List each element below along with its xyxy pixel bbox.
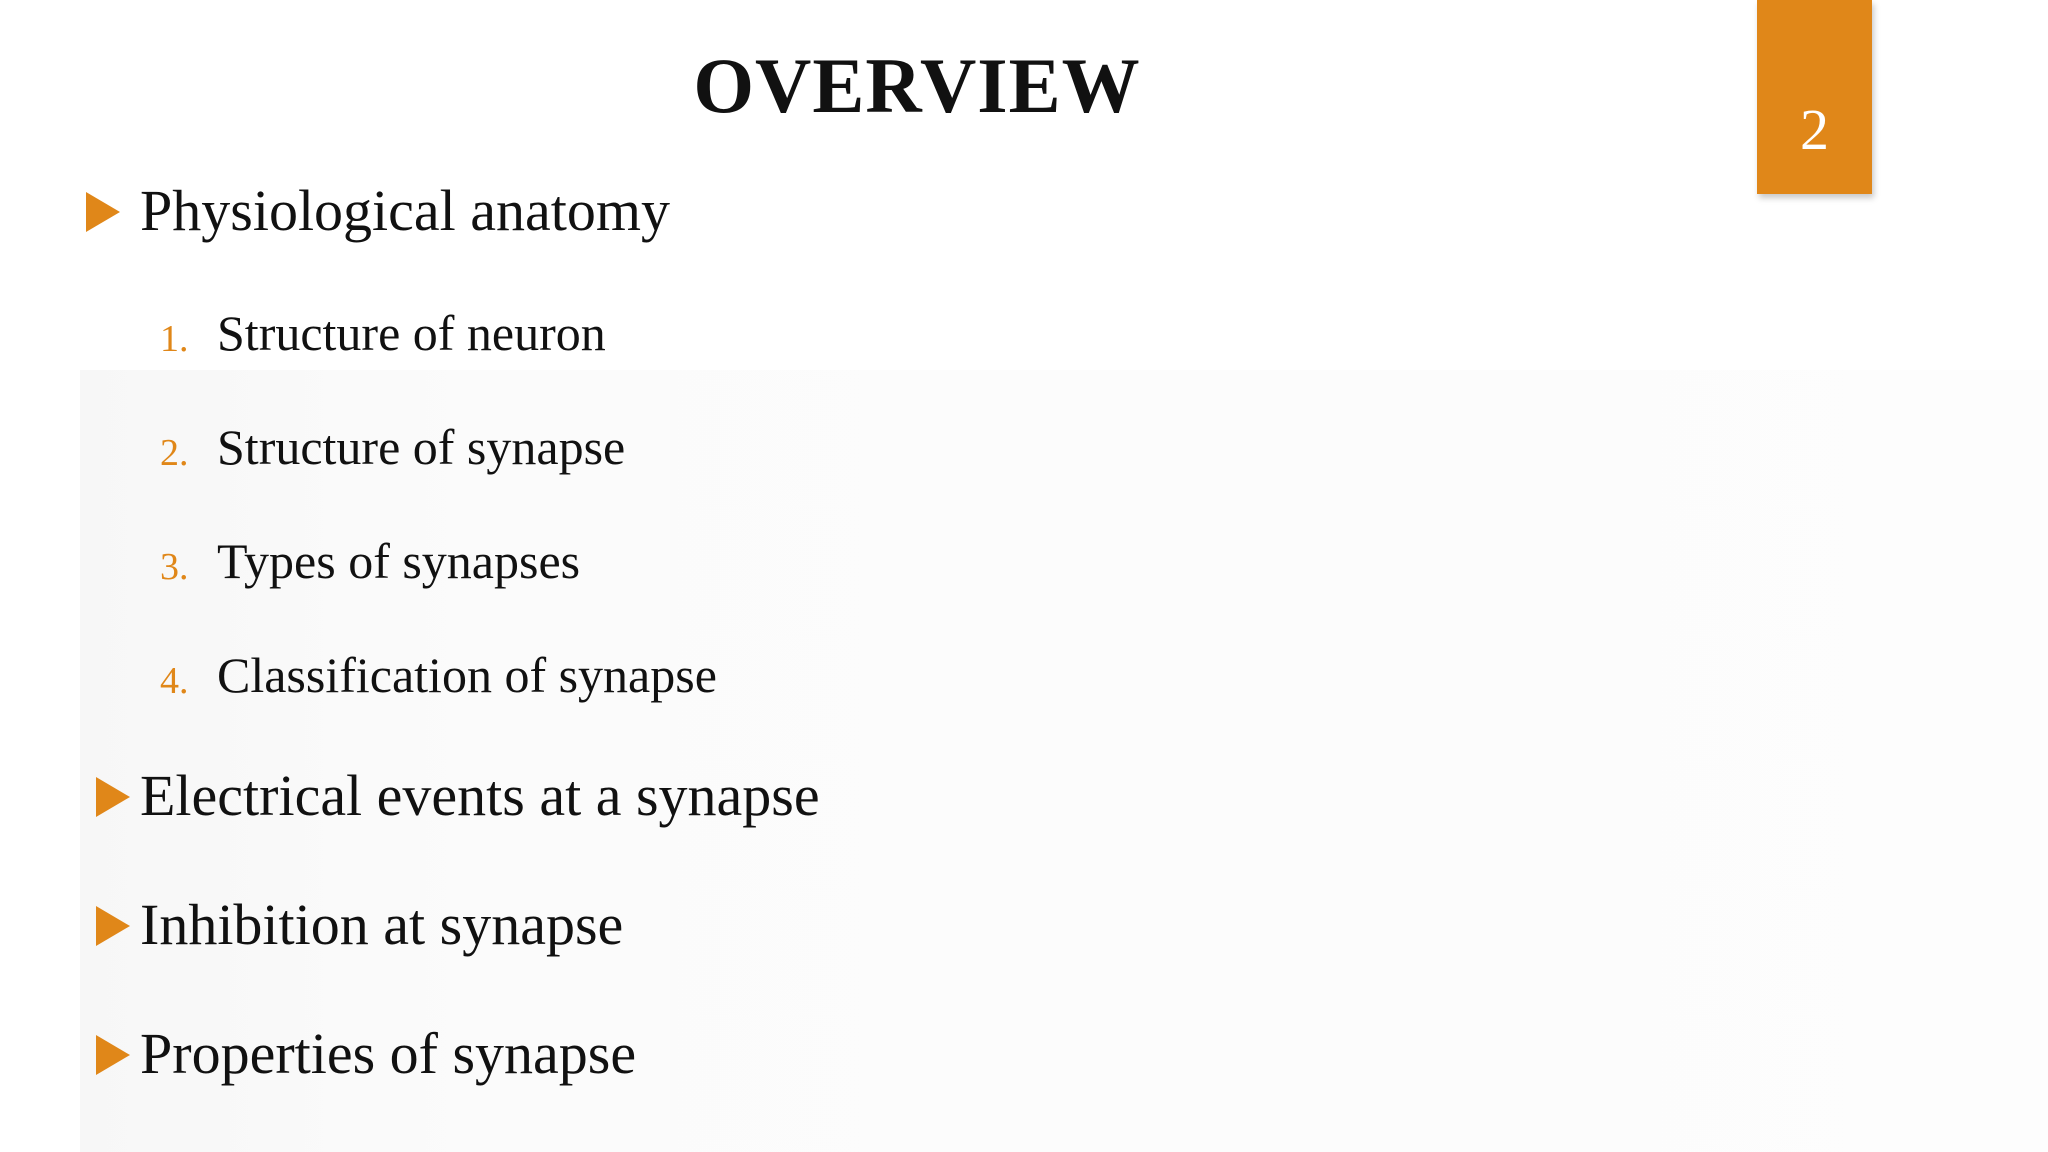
sub-item-label: Structure of neuron [217, 305, 606, 361]
bullet-inhibition-at-synapse: Inhibition at synapse [140, 892, 624, 957]
sub-item-number: 1. [160, 318, 189, 360]
bullet-physiological-anatomy: Physiological anatomy [140, 178, 670, 243]
sub-item-number: 2. [160, 432, 189, 474]
sub-item-number: 4. [160, 660, 189, 702]
triangle-right-icon [96, 1035, 130, 1075]
page-number-badge [1757, 0, 1872, 194]
triangle-right-icon [96, 777, 130, 817]
page-number: 2 [1800, 97, 1829, 162]
slide-title: OVERVIEW [693, 42, 1141, 129]
bullet-electrical-events: Electrical events at a synapse [140, 763, 820, 828]
triangle-right-icon [86, 192, 120, 232]
sub-item-label: Types of synapses [217, 533, 581, 589]
sub-item-label: Structure of synapse [217, 419, 626, 475]
bullet-properties-of-synapse: Properties of synapse [140, 1021, 637, 1086]
triangle-right-icon [96, 906, 130, 946]
sub-item-label: Classification of synapse [217, 647, 717, 703]
sub-item-number: 3. [160, 546, 189, 588]
